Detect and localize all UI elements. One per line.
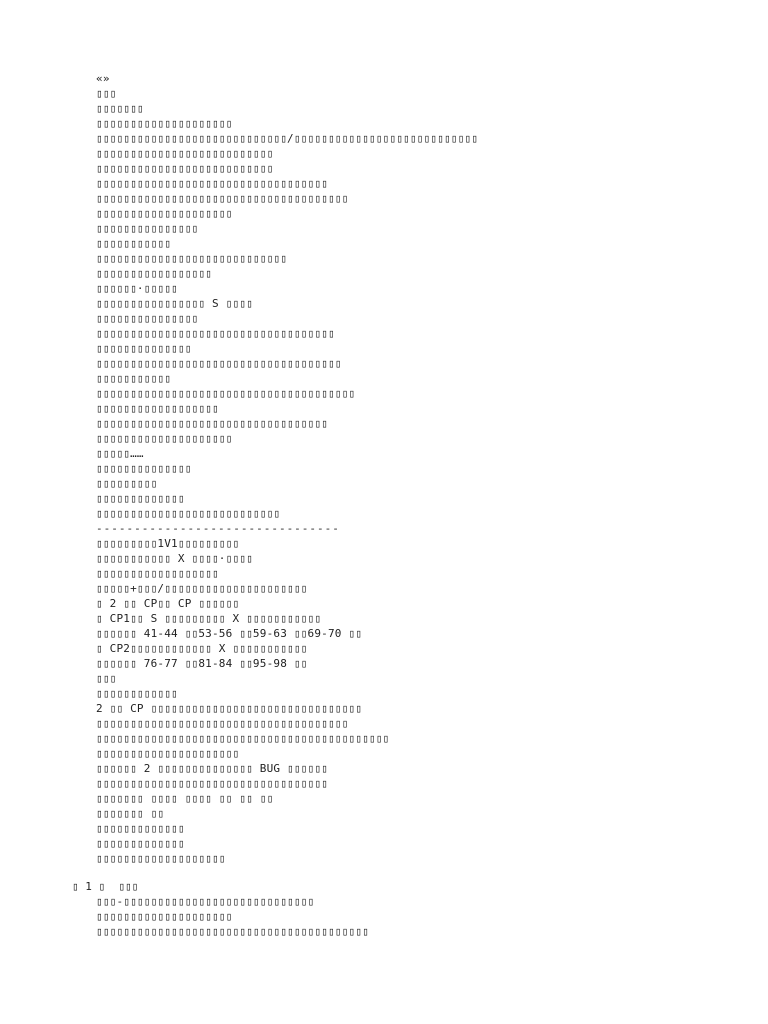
text-line: ▯▯▯▯▯▯▯▯▯▯▯▯▯▯▯▯▯▯▯▯: [96, 117, 233, 130]
text-line: ▯▯▯▯▯▯▯▯▯▯▯▯▯▯▯▯▯▯▯▯▯▯▯▯▯▯▯▯▯▯▯▯▯▯▯▯▯: [96, 717, 349, 730]
text-line: ▯▯▯▯▯▯▯▯▯▯▯▯▯▯▯▯▯▯▯: [96, 852, 226, 865]
text-line: ▯▯▯▯▯▯▯▯▯▯▯▯▯▯▯▯▯▯▯▯▯▯▯▯▯▯▯▯▯▯▯▯▯▯: [96, 777, 328, 790]
text-line: ▯▯▯▯▯▯▯▯▯▯▯▯▯▯▯▯▯▯▯▯▯▯▯▯▯▯: [96, 162, 274, 175]
text-line: ▯▯▯▯▯▯▯ ▯▯▯▯ ▯▯▯▯ ▯▯ ▯▯ ▯▯: [96, 792, 274, 805]
text-line: ▯▯▯▯▯▯▯▯▯▯▯▯▯▯: [96, 342, 192, 355]
text-line: ▯▯▯▯▯▯▯▯▯▯▯▯▯▯▯▯▯▯▯▯▯▯▯▯▯▯▯: [96, 507, 281, 520]
text-line: ▯▯▯▯▯▯▯▯▯▯▯▯▯: [96, 837, 185, 850]
text-line: ▯▯▯▯▯▯▯: [96, 102, 144, 115]
text-line: ▯▯▯▯▯▯▯▯▯▯▯▯▯▯▯▯▯▯▯▯▯▯▯▯▯▯▯▯▯▯▯▯▯▯▯▯: [96, 357, 342, 370]
text-line: ▯▯▯: [96, 87, 117, 100]
text-line: 2 ▯▯ CP ▯▯▯▯▯▯▯▯▯▯▯▯▯▯▯▯▯▯▯▯▯▯▯▯▯▯▯▯▯▯▯: [96, 702, 363, 715]
text-line: ▯▯▯▯▯▯▯ ▯▯: [96, 807, 165, 820]
text-line: ▯▯▯▯▯+▯▯▯/▯▯▯▯▯▯▯▯▯▯▯▯▯▯▯▯▯▯▯▯▯: [96, 582, 308, 595]
section-text-line: ▯▯▯▯▯▯▯▯▯▯▯▯▯▯▯▯▯▯▯▯▯▯▯▯▯▯▯▯▯▯▯▯▯▯▯▯▯▯▯▯: [96, 925, 369, 938]
text-line: ▯▯▯▯▯▯ 2 ▯▯▯▯▯▯▯▯▯▯▯▯▯▯ BUG ▯▯▯▯▯▯: [96, 762, 328, 775]
text-line: ▯▯▯▯▯▯▯▯▯▯▯▯: [96, 687, 178, 700]
text-line: ▯▯▯▯▯▯▯▯▯▯▯▯▯▯▯▯▯▯▯▯▯: [96, 747, 240, 760]
text-line: ▯▯▯▯▯▯▯▯▯▯▯▯▯▯▯▯▯▯▯▯▯▯▯▯▯▯▯▯: [96, 252, 288, 265]
text-line: ▯▯▯▯▯▯▯▯▯▯▯▯▯▯▯▯▯▯▯▯: [96, 207, 233, 220]
section-text-line: ▯▯▯▯▯▯▯▯▯▯▯▯▯▯▯▯▯▯▯▯: [96, 910, 233, 923]
section-body: [96, 894, 716, 939]
text-line: ▯▯▯▯▯▯▯▯▯▯▯▯▯▯▯▯▯▯▯▯▯▯▯▯▯▯▯▯/▯▯▯▯▯▯▯▯▯▯▯▯▯▯▯▯▯▯▯▯▯▯▯▯▯▯▯: [96, 132, 479, 145]
text-line: ▯▯▯▯▯……: [96, 447, 144, 460]
text-line: ▯▯▯▯▯▯▯▯▯▯▯▯▯: [96, 492, 185, 505]
text-line: ▯▯▯▯▯▯ 41-44 ▯▯53-56 ▯▯59-63 ▯▯69-70 ▯▯: [96, 627, 363, 640]
text-line: ▯▯▯▯▯▯▯▯▯▯▯▯▯▯▯▯▯▯▯▯: [96, 432, 233, 445]
section-heading: ▯ 1 ▯ ▯▯▯: [72, 880, 139, 893]
text-line: ▯▯▯▯▯▯▯▯▯▯▯▯▯▯▯▯▯▯▯▯▯▯▯▯▯▯▯▯▯▯▯▯▯▯: [96, 417, 328, 430]
document-body: [96, 71, 716, 866]
text-line: ▯▯▯: [96, 672, 117, 685]
text-line: ▯▯▯▯▯▯▯▯▯1V1▯▯▯▯▯▯▯▯▯: [96, 537, 240, 550]
text-line: ▯ CP2▯▯▯▯▯▯▯▯▯▯▯▯ X ▯▯▯▯▯▯▯▯▯▯▯: [96, 642, 308, 655]
text-line: ▯ CP1▯▯ S ▯▯▯▯▯▯▯▯▯ X ▯▯▯▯▯▯▯▯▯▯▯: [96, 612, 322, 625]
text-line: ▯▯▯▯▯▯▯▯▯▯▯▯▯▯▯▯▯▯▯▯▯▯▯▯▯▯▯▯▯▯▯▯▯▯: [96, 177, 328, 190]
text-line: ▯▯▯▯▯▯▯▯▯▯▯▯▯▯▯▯▯: [96, 267, 212, 280]
text-line: ▯▯▯▯▯▯▯▯▯▯▯▯▯▯▯▯▯▯▯▯▯▯▯▯▯▯▯▯▯▯▯▯▯▯▯: [96, 327, 335, 340]
text-line: ▯ 2 ▯▯ CP▯▯ CP ▯▯▯▯▯▯: [96, 597, 240, 610]
text-line: ▯▯▯▯▯▯▯▯▯▯▯: [96, 372, 172, 385]
text-line: ▯▯▯▯▯▯▯▯▯▯▯▯▯▯▯▯▯▯: [96, 567, 219, 580]
text-line: ▯▯▯▯▯▯▯▯▯▯▯▯▯▯▯: [96, 222, 199, 235]
text-line: ▯▯▯▯▯▯▯▯▯▯▯ X ▯▯▯▯·▯▯▯▯: [96, 552, 253, 565]
text-line: ▯▯▯▯▯▯▯▯▯▯▯▯▯▯▯▯ S ▯▯▯▯: [96, 297, 253, 310]
text-line: ▯▯▯▯▯▯▯▯▯: [96, 477, 158, 490]
text-line: «»: [96, 72, 110, 85]
text-line: ▯▯▯▯▯▯▯▯▯▯▯▯▯▯▯▯▯▯▯▯▯▯▯▯▯▯: [96, 147, 274, 160]
section-text-line: ▯▯▯-▯▯▯▯▯▯▯▯▯▯▯▯▯▯▯▯▯▯▯▯▯▯▯▯▯▯▯▯: [96, 895, 315, 908]
text-line: ▯▯▯▯▯▯▯▯▯▯▯▯▯▯▯▯▯▯▯▯▯▯▯▯▯▯▯▯▯▯▯▯▯▯▯▯▯: [96, 192, 349, 205]
text-line: ▯▯▯▯▯▯▯▯▯▯▯▯▯▯▯▯▯▯: [96, 402, 219, 415]
text-line: ▯▯▯▯▯▯ 76-77 ▯▯81-84 ▯▯95-98 ▯▯: [96, 657, 308, 670]
text-line: ▯▯▯▯▯▯▯▯▯▯▯▯▯▯: [96, 462, 192, 475]
text-line: ▯▯▯▯▯▯▯▯▯▯▯: [96, 237, 172, 250]
text-line: ▯▯▯▯▯▯▯▯▯▯▯▯▯: [96, 822, 185, 835]
text-line: ▯▯▯▯▯▯▯▯▯▯▯▯▯▯▯: [96, 312, 199, 325]
text-line: ▯▯▯▯▯▯▯▯▯▯▯▯▯▯▯▯▯▯▯▯▯▯▯▯▯▯▯▯▯▯▯▯▯▯▯▯▯▯▯▯▯▯▯: [96, 732, 390, 745]
text-line: ▯▯▯▯▯▯▯▯▯▯▯▯▯▯▯▯▯▯▯▯▯▯▯▯▯▯▯▯▯▯▯▯▯▯▯▯▯▯: [96, 387, 356, 400]
text-line: ▯▯▯▯▯▯·▯▯▯▯▯: [96, 282, 178, 295]
text-line: --------------------------------: [96, 522, 340, 535]
